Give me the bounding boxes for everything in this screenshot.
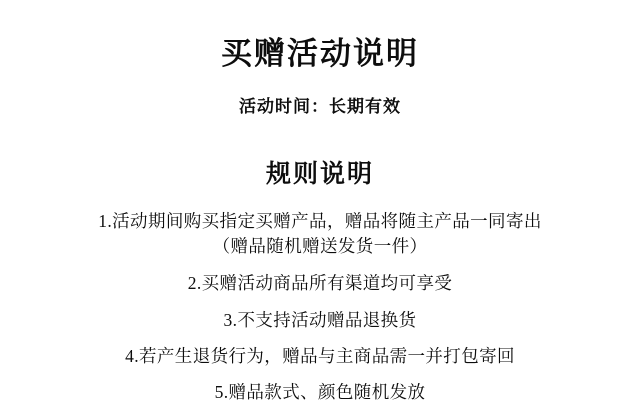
rules-section-heading: 规则说明 (265, 161, 374, 188)
rule-text: 2.买赠活动商品所有渠道均可享受 (187, 273, 453, 294)
rule-text: 3.不支持活动赠品退换货 (223, 309, 417, 330)
rule-item (125, 345, 515, 367)
rule-item (98, 210, 542, 258)
rule-text: 4.若产生退货行为，赠品与主商品需一并打包寄回 (125, 345, 515, 366)
rule-item (215, 381, 426, 403)
page-title: 买赠活动说明 (221, 36, 419, 71)
rule-text: 1.活动期间购买指定买赠产品，赠品将随主产品一同寄出 (98, 211, 542, 231)
rule-text: 5.赠品款式、颜色随机发放 (214, 382, 426, 403)
rules-list (34, 210, 606, 404)
activity-period-text: 活动时间：长期有效 (239, 97, 401, 116)
rule-item (188, 272, 453, 294)
rule-item (224, 309, 417, 331)
rule-subtext: （赠品随机赠送发货一件） (212, 236, 428, 257)
